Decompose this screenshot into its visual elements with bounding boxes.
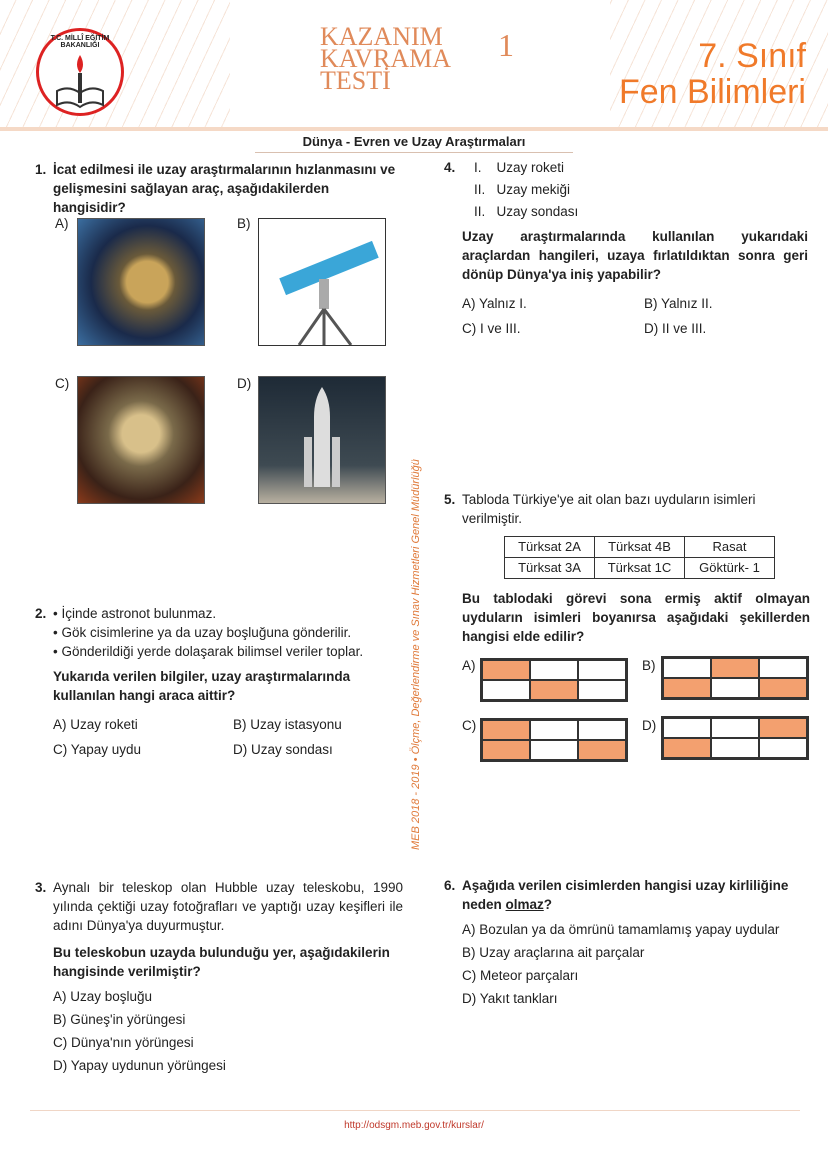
q3-option-d[interactable]: D) Yapay uydunun yörüngesi <box>53 1058 226 1073</box>
satellite-table: Türksat 2A Türksat 4B Rasat Türksat 3A Türksat 1C Göktürk- 1 <box>504 536 775 579</box>
grid-cell-empty <box>663 718 711 738</box>
grid-cell-filled <box>663 738 711 758</box>
question-2: 2. • İçinde astronot bulunmaz. • Gök cisimlerine ya da uzay boşluğuna gönderilir. • Gönderildiği yerde dolaşarak bilimsel veriler toplar. Yukarıda verilen bilgiler, uzay araştırmalarında kullanılan hangi araca aittir? A) Uzay roketi B) Uzay istasyonu C) Yapay uydu D) Uzay sondası <box>53 604 403 759</box>
q4-option-b[interactable]: B) Yalnız II. <box>644 296 713 311</box>
grid-a <box>480 658 628 702</box>
torch-book-icon <box>39 47 121 117</box>
ministry-logo: T.C. MİLLÎ EĞİTİM BAKANLIĞI <box>36 28 124 116</box>
grid-cell-empty <box>530 720 578 740</box>
grid-cell-filled <box>759 678 807 698</box>
grid-cell-filled <box>530 680 578 700</box>
footer-divider <box>30 1110 800 1111</box>
grid-b <box>661 656 809 700</box>
grid-cell-filled <box>663 678 711 698</box>
grid-cell-empty <box>711 678 759 698</box>
footer-url[interactable]: http://odsgm.meb.gov.tr/kurslar/ <box>344 1120 484 1131</box>
grid-cell-empty <box>482 680 530 700</box>
grid-cell-empty <box>759 738 807 758</box>
grid-cell-filled <box>759 718 807 738</box>
q1-option-a[interactable]: A) <box>55 216 69 231</box>
q5-option-c[interactable]: C) <box>462 718 477 733</box>
header-divider <box>0 127 828 131</box>
question-4: 4. I. Uzay roketi II. Uzay mekiği II. Uzay sondası Uzay araştırmalarında kullanılan yukarıdaki araçlardan hangileri, uzaya fırlatıldıktan sonra geri dönüp Dünya'ya iniş yapabilir? A) Yalnız I. B) Yalnız II. C) I ve III. D) II ve III. <box>444 160 808 336</box>
q1-option-d[interactable]: D) <box>237 376 252 391</box>
grade-subject: 7. Sınıf Fen Bilimleri <box>618 37 806 111</box>
space-probe-image <box>77 376 205 504</box>
q6-option-d[interactable]: D) Yakıt tankları <box>462 991 558 1006</box>
q5-option-d[interactable]: D) <box>642 718 657 733</box>
grid-d <box>661 716 809 760</box>
q2-option-d[interactable]: D) Uzay sondası <box>233 742 333 757</box>
grid-cell-filled <box>482 660 530 680</box>
grid-cell-filled <box>578 740 626 760</box>
q5-option-b[interactable]: B) <box>642 658 656 673</box>
q1-option-c[interactable]: C) <box>55 376 70 391</box>
q2-option-c[interactable]: C) Yapay uydu <box>53 742 142 757</box>
question-3: 3. Aynalı bir teleskop olan Hubble uzay teleskobu, 1990 yılında çektiği uzay fotoğrafları ve yaptığı uzay keşifleri ile adını Dünya'ya duyurmuştur. Bu teleskobun uzayda bulunduğu yer, aşağıdakilerin hangisinde verilmiştir? A) Uzay boşluğu B) Güneş'in yörüngesi C) Dünya'nın yörüngesi D) Yapay uydunun yörüngesi <box>35 880 403 1073</box>
q3-option-c[interactable]: C) Dünya'nın yörüngesi <box>53 1035 194 1050</box>
grid-cell-empty <box>663 658 711 678</box>
q2-option-a[interactable]: A) Uzay roketi <box>53 717 138 732</box>
question-5: 5. Tabloda Türkiye'ye ait olan bazı uyduların isimleri verilmiştir. Türksat 2A Türksat 4B Rasat Türksat 3A Türksat 1C Göktürk- 1 Bu tablodaki görevi sona ermiş aktif olmayan uyduların isimleri boyanırsa aşağıdaki şekillerden hangisi elde edilir? <box>444 492 810 644</box>
telescope-image <box>258 218 386 346</box>
grid-cell-empty <box>578 660 626 680</box>
q4-option-c[interactable]: C) I ve III. <box>462 321 521 336</box>
q4-option-a[interactable]: A) Yalnız I. <box>462 296 527 311</box>
grid-cell-empty <box>530 660 578 680</box>
grid-cell-filled <box>711 658 759 678</box>
topic-title: Dünya - Evren ve Uzay Araştırmaları <box>302 134 526 149</box>
grid-cell-empty <box>578 680 626 700</box>
q3-option-a[interactable]: A) Uzay boşluğu <box>53 989 153 1004</box>
satellite-image <box>77 218 205 346</box>
grid-cell-empty <box>759 658 807 678</box>
q2-option-b[interactable]: B) Uzay istasyonu <box>233 717 342 732</box>
grid-cell-filled <box>482 740 530 760</box>
q1-option-b[interactable]: B) <box>237 216 251 231</box>
test-series-title: KAZANIM KAVRAMA TESTİ 1 <box>320 22 514 95</box>
side-credit: MEB 2018 - 2019 • Ölçme, Değerlendirme ve Sınav Hizmetleri Genel Müdürlüğü <box>410 459 422 850</box>
grid-c <box>480 718 628 762</box>
grid-cell-empty <box>711 738 759 758</box>
q6-option-b[interactable]: B) Uzay araçlarına ait parçalar <box>462 945 645 960</box>
question-6: 6. Aşağıda verilen cisimlerden hangisi uzay kirliliğine neden olmaz? A) Bozulan ya da ömrünü tamamlamış yapay uydular B) Uzay araçlarına ait parçalar C) Meteor parçaları D) Yakıt tankları <box>462 876 808 1008</box>
q4-option-d[interactable]: D) II ve III. <box>644 321 707 336</box>
q5-option-a[interactable]: A) <box>462 658 476 673</box>
question-1: 1. İcat edilmesi ile uzay araştırmalarının hızlanmasını ve gelişmesini sağlayan araç, aşağıdakilerden hangisidir? <box>35 162 396 215</box>
rocket-image <box>258 376 386 504</box>
q6-option-c[interactable]: C) Meteor parçaları <box>462 968 579 983</box>
grid-cell-empty <box>711 718 759 738</box>
q3-option-b[interactable]: B) Güneş'in yörüngesi <box>53 1012 186 1027</box>
grid-cell-empty <box>530 740 578 760</box>
grid-cell-filled <box>482 720 530 740</box>
q6-option-a[interactable]: A) Bozulan ya da ömrünü tamamlamış yapay uydular <box>462 922 780 937</box>
topic-underline <box>255 152 573 153</box>
grid-cell-empty <box>578 720 626 740</box>
